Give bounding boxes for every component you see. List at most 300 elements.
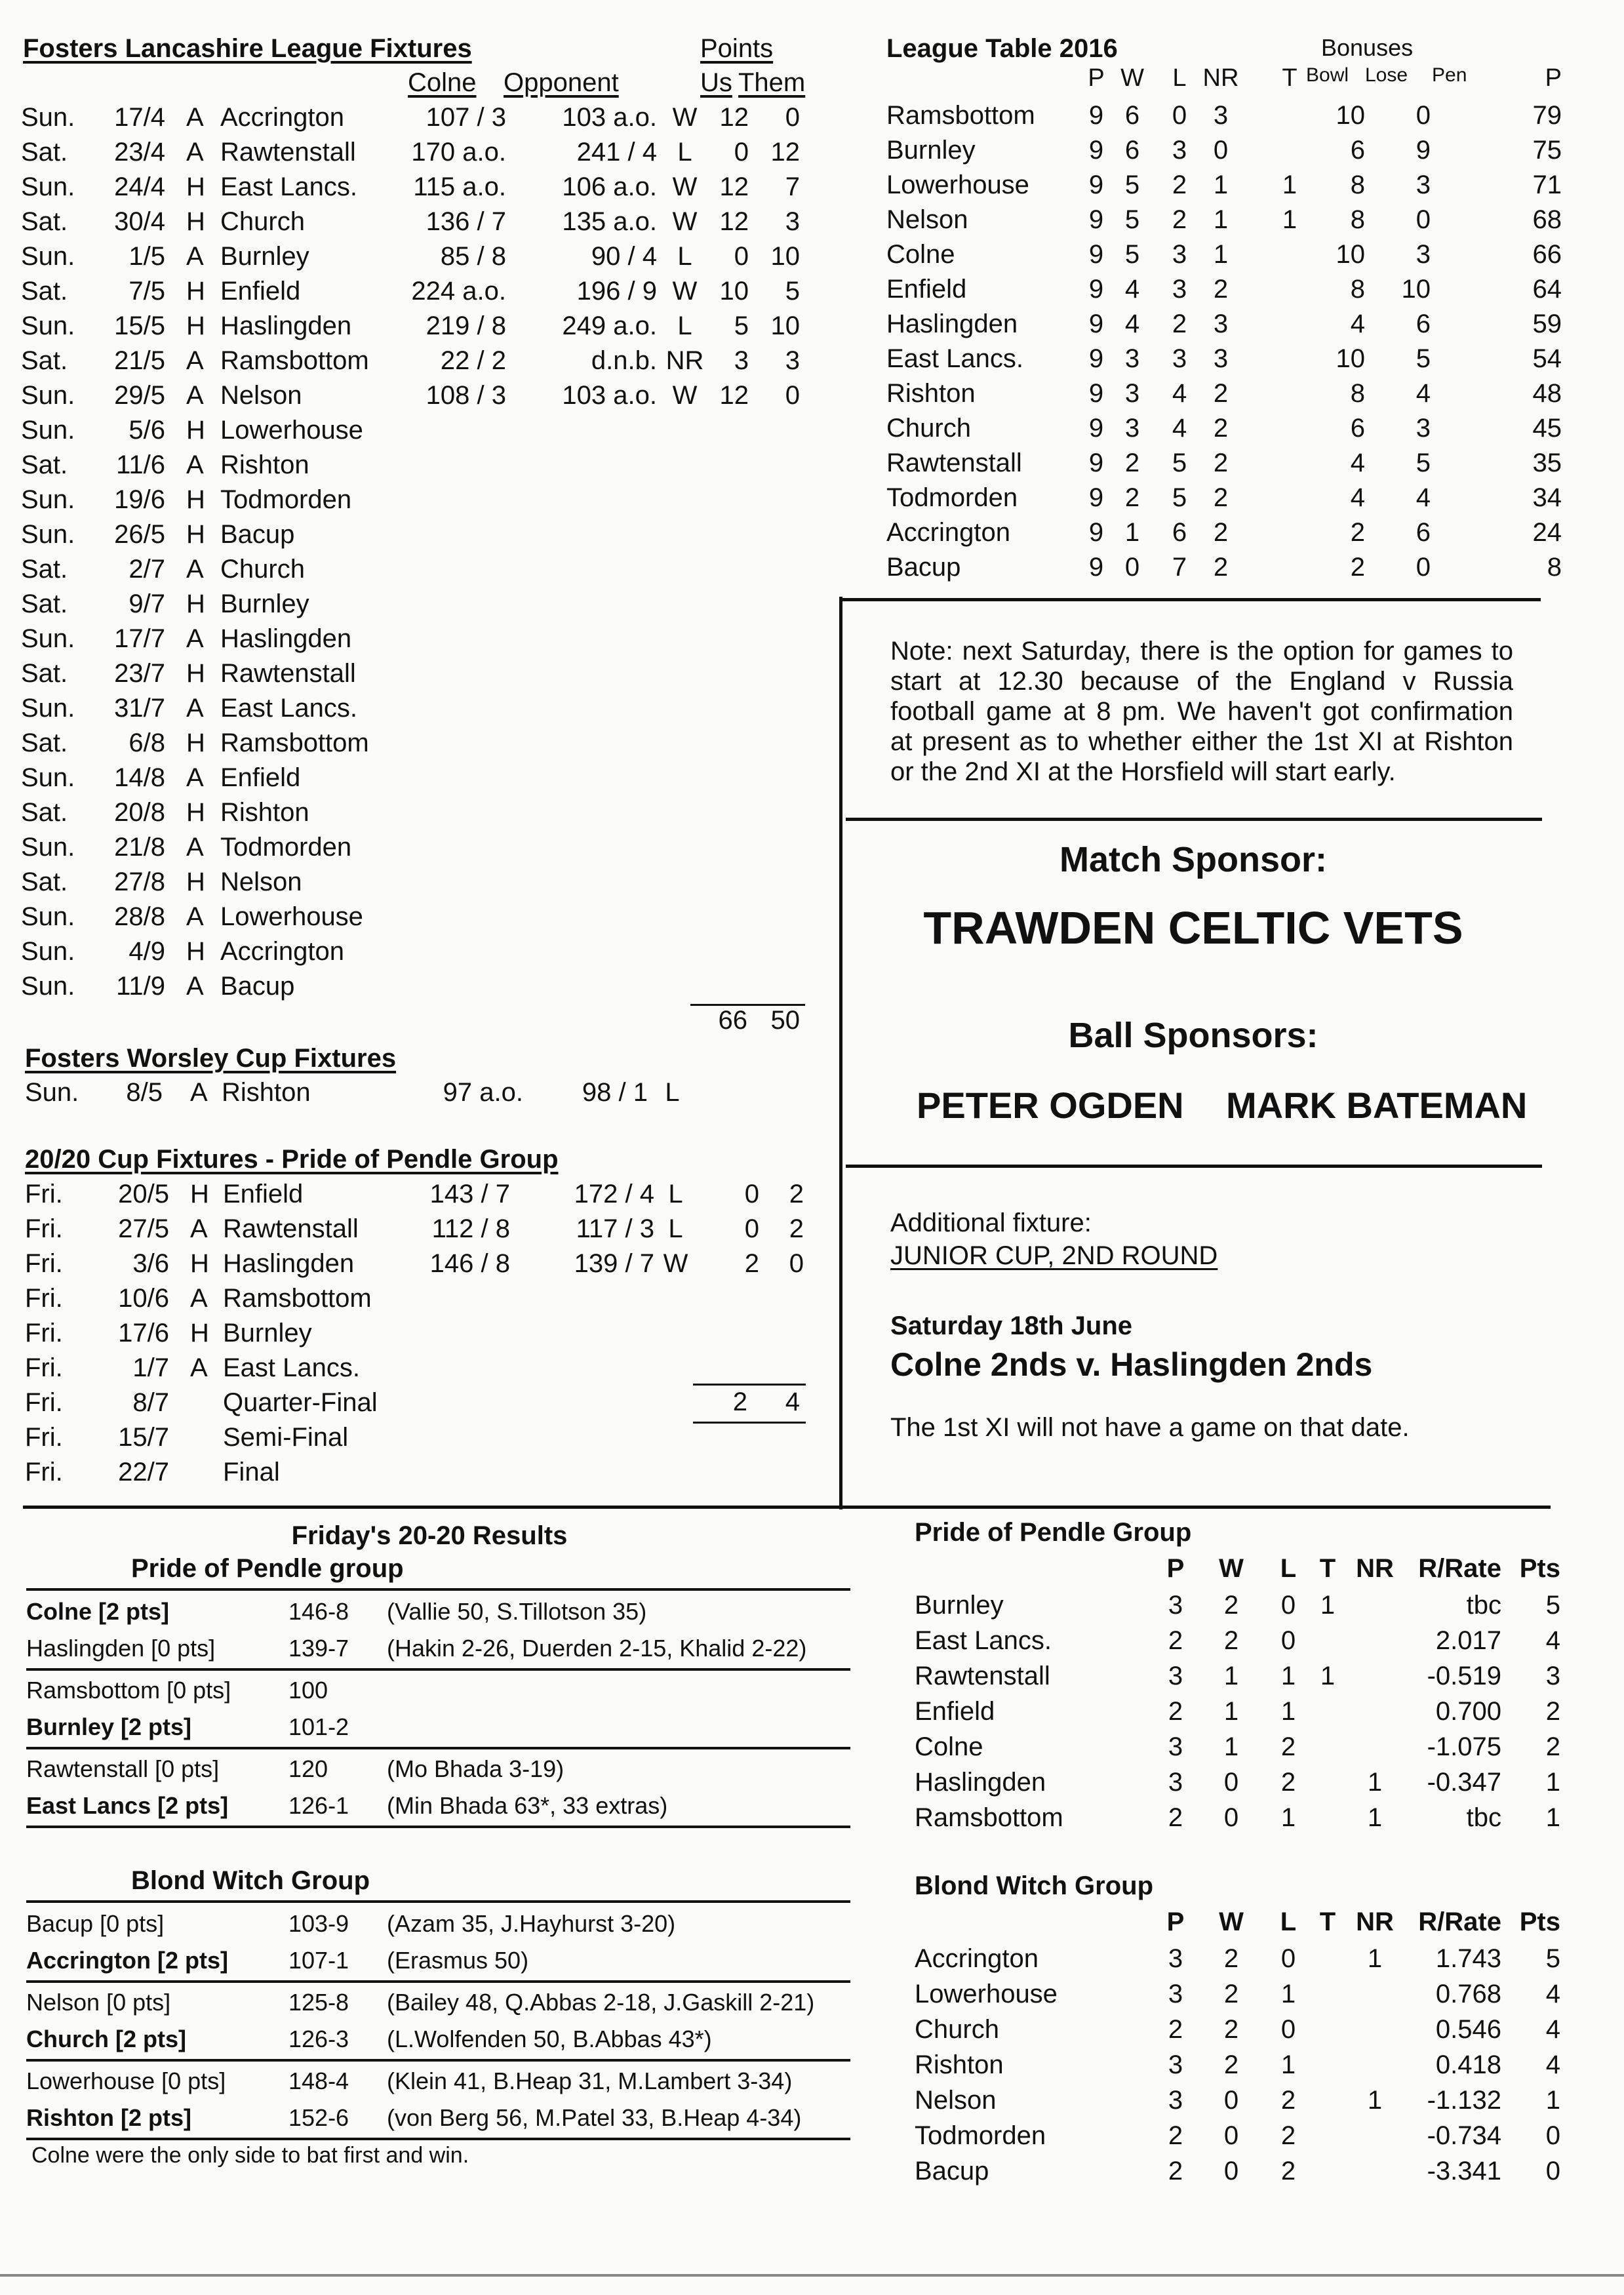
league-table-row	[886, 342, 1562, 376]
t20-fixture-row	[25, 1455, 825, 1490]
group-table-pts: 5	[1545, 1591, 1560, 1620]
fixture-team: Church	[220, 555, 305, 584]
league-table-p: 9	[1088, 309, 1104, 338]
league-table-team: Enfield	[886, 275, 967, 304]
fixture-date: 8/7	[132, 1388, 169, 1417]
fixture-opp-score: 106 a.o.	[562, 172, 657, 201]
league-table-pts: 45	[1532, 414, 1562, 443]
group-table-rr: 0.768	[1435, 1980, 1501, 2008]
group-table-col-p: P	[1166, 1907, 1185, 1936]
fixture-team: Rishton	[220, 450, 309, 479]
league-table-bowl: 10	[1336, 101, 1365, 130]
fixture-day: Sun.	[21, 937, 75, 966]
fixture-opp-score: 135 a.o.	[562, 207, 657, 236]
group-table-rr: -3.341	[1427, 2157, 1501, 2185]
league-table-nr: 3	[1213, 309, 1229, 338]
fixture-colne-score: 112 / 8	[431, 1214, 510, 1243]
fixture-date: 17/7	[114, 624, 165, 653]
league-table-pts: 48	[1532, 379, 1562, 408]
group-table-row	[915, 2083, 1570, 2117]
fixture-venue: H	[186, 659, 205, 688]
fixture-result: W	[672, 103, 698, 132]
fixture-row	[21, 969, 821, 1004]
result-match-rule	[26, 1826, 850, 1828]
group-table-p: 2	[1168, 1626, 1183, 1655]
fixture-date: 1/7	[132, 1353, 169, 1382]
league-table-team: Church	[886, 414, 971, 443]
league-table-bowl: 6	[1350, 414, 1365, 443]
fixture-venue: A	[186, 624, 204, 653]
fixture-colne-score: 219 / 8	[426, 311, 506, 340]
fixture-date: 21/5	[114, 346, 165, 375]
fixture-team: Ramsbottom	[220, 346, 369, 375]
fixture-date: 1/5	[129, 242, 165, 271]
additional-fixture-date: Saturday 18th June	[890, 1311, 1133, 1340]
fixture-date: 20/5	[118, 1180, 169, 1208]
t20-total-rule-bottom	[693, 1422, 806, 1424]
col-them-header: Them	[738, 68, 806, 97]
fixture-team: Burnley	[223, 1319, 312, 1347]
fixture-venue: H	[190, 1249, 209, 1278]
fixture-result: L	[668, 1180, 683, 1208]
league-table-col-w: W	[1120, 64, 1144, 92]
friday-results-groups	[26, 1554, 846, 2157]
league-table-col-pen: Pen	[1432, 64, 1467, 86]
league-table-l: 6	[1172, 518, 1187, 547]
fixture-venue: H	[186, 589, 205, 618]
result-score: 125-8	[288, 1989, 349, 2016]
fixture-team: Nelson	[220, 868, 302, 896]
fixture-day: Sun.	[25, 1078, 79, 1107]
group-table-rr: -0.347	[1427, 1768, 1501, 1797]
group-table-t: 1	[1320, 1591, 1336, 1620]
league-table-l: 3	[1172, 344, 1187, 373]
fixture-day: Fri.	[25, 1353, 63, 1382]
fixture-team: Burnley	[220, 589, 309, 618]
league-table-lose: 0	[1416, 101, 1431, 130]
fixture-venue: A	[186, 694, 204, 723]
fixture-points-them: 2	[789, 1180, 804, 1208]
fixture-colne-score: 108 / 3	[426, 381, 506, 410]
result-team: East Lancs [2 pts]	[26, 1792, 229, 1819]
league-table-lose: 5	[1416, 449, 1431, 477]
group-table-team: Church	[915, 2015, 999, 2044]
fixture-opp-score: 172 / 4	[574, 1180, 654, 1208]
league-table-pts: 68	[1532, 205, 1562, 234]
league-table-w: 1	[1124, 518, 1140, 547]
ball-sponsor-2: MARK BATEMAN	[1226, 1085, 1528, 1126]
league-table-team: Rishton	[886, 379, 976, 408]
result-row	[26, 2100, 850, 2136]
fixture-colne-score: 146 / 8	[429, 1249, 510, 1278]
league-table-row	[886, 515, 1562, 550]
group-table-pts: 4	[1545, 1980, 1560, 2008]
fixture-row	[21, 517, 821, 552]
group-table-p: 3	[1168, 1662, 1183, 1690]
group-table-p: 2	[1168, 1697, 1183, 1726]
league-table-w: 0	[1124, 553, 1140, 582]
fixture-points-them: 2	[789, 1214, 804, 1243]
fixture-venue: A	[186, 555, 204, 584]
league-table-team: Nelson	[886, 205, 968, 234]
result-score: 126-1	[288, 1792, 349, 1819]
league-table-lose: 3	[1416, 414, 1431, 443]
league-table-pts: 66	[1532, 240, 1562, 269]
fixture-day: Sat.	[21, 450, 68, 479]
league-table-team: Accrington	[886, 518, 1010, 547]
fixture-date: 27/8	[114, 868, 165, 896]
group-table-col-t: T	[1319, 1907, 1336, 1936]
t20-fixture-row	[25, 1212, 825, 1247]
fixture-points-them: 7	[785, 172, 800, 201]
fixture-day: Sat.	[21, 868, 68, 896]
group-table-rr: 1.743	[1435, 1944, 1501, 1973]
group-table-col-rr: R/Rate	[1418, 1554, 1501, 1583]
result-detail: (Hakin 2-26, Duerden 2-15, Khalid 2-22)	[387, 1635, 807, 1662]
league-table-w: 2	[1124, 483, 1140, 512]
points-header: Points	[700, 34, 774, 63]
league-table-w: 5	[1124, 170, 1140, 199]
result-team: Burnley [2 pts]	[26, 1713, 192, 1740]
group-table-nr: 1	[1367, 2086, 1383, 2115]
additional-fixture-competition: JUNIOR CUP, 2ND ROUND	[890, 1241, 1218, 1270]
fixture-venue: H	[186, 485, 205, 514]
league-total-us: 66	[718, 1006, 747, 1035]
group-table-rr: -1.075	[1427, 1732, 1501, 1761]
result-team: Rawtenstall [0 pts]	[26, 1755, 220, 1782]
fixture-team: Haslingden	[223, 1249, 355, 1278]
fixture-opp-score: 196 / 9	[576, 277, 657, 306]
league-table-w: 3	[1124, 379, 1140, 408]
fixture-date: 24/4	[114, 172, 165, 201]
fixture-date: 27/5	[118, 1214, 169, 1243]
result-row	[26, 1672, 850, 1709]
fixture-day: Sat.	[21, 798, 68, 827]
divider-right-sponsor	[846, 1165, 1542, 1168]
league-table-row	[886, 376, 1562, 411]
group-table-row	[915, 1694, 1570, 1728]
group-table-w: 1	[1223, 1697, 1239, 1726]
league-table-pts: 8	[1547, 553, 1562, 582]
league-table-p: 9	[1088, 101, 1104, 130]
results-group-rule	[26, 1588, 850, 1591]
league-table-bowl: 8	[1350, 275, 1365, 304]
fixture-venue: H	[186, 937, 205, 966]
fixture-day: Sun.	[21, 763, 75, 792]
group-table-p: 3	[1168, 1944, 1183, 1973]
group-table-l: 2	[1280, 2086, 1296, 2115]
group-table-w: 2	[1223, 2015, 1239, 2044]
fixture-points-them: 0	[785, 103, 800, 132]
group-table-col-pts: Pts	[1519, 1554, 1560, 1583]
t20-fixture-row	[25, 1351, 825, 1386]
fixture-row	[21, 378, 821, 413]
group-table-col-w: W	[1219, 1554, 1244, 1583]
league-table-body	[886, 98, 1562, 587]
fixture-team: Enfield	[220, 277, 301, 306]
league-table-w: 4	[1124, 309, 1140, 338]
t20-fixture-row	[25, 1247, 825, 1281]
league-table-bowl: 2	[1350, 553, 1365, 582]
fixture-team: Rishton	[222, 1078, 311, 1107]
fixture-row	[21, 830, 821, 865]
result-detail: (Azam 35, J.Hayhurst 3-20)	[387, 1910, 676, 1937]
league-table-bowl: 4	[1350, 449, 1365, 477]
note-text	[890, 636, 1513, 787]
fixture-row	[21, 170, 821, 205]
fixture-date: 10/6	[118, 1284, 169, 1313]
fixture-team: Todmorden	[220, 833, 352, 862]
league-table-w: 3	[1124, 414, 1140, 443]
fixture-team: Nelson	[220, 381, 302, 410]
fixture-result: W	[672, 172, 698, 201]
result-row	[26, 1630, 850, 1667]
league-table-w: 3	[1124, 344, 1140, 373]
note-line: at present as to whether either the 1st XI at Rishton	[890, 727, 1513, 756]
league-table-lose: 4	[1416, 483, 1431, 512]
group-table-l: 0	[1280, 1626, 1296, 1655]
ball-sponsors-label: Ball Sponsors:	[1068, 1016, 1318, 1055]
fixture-venue: A	[186, 972, 204, 1001]
fixture-venue: A	[190, 1078, 208, 1107]
fixture-points-us: 12	[719, 103, 749, 132]
group-table-l: 1	[1280, 1697, 1296, 1726]
group-table-w: 0	[1223, 2086, 1239, 2115]
fixture-row	[21, 552, 821, 587]
result-row	[26, 1906, 850, 1942]
fixture-day: Fri.	[25, 1319, 63, 1347]
group-table-w: 0	[1223, 2121, 1239, 2150]
group-table-row	[915, 2047, 1570, 2082]
fixture-team: Bacup	[220, 972, 295, 1001]
result-match-rule	[26, 2059, 850, 2062]
result-detail: (Mo Bhada 3-19)	[387, 1755, 564, 1782]
fixture-venue: H	[186, 277, 205, 306]
fixture-points-them: 0	[785, 381, 800, 410]
group-table-row	[915, 1941, 1570, 1976]
group-table-row	[915, 1976, 1570, 2011]
fixture-date: 11/6	[116, 450, 165, 479]
fixture-date: 29/5	[114, 381, 165, 410]
fixture-date: 11/9	[116, 972, 165, 1001]
fixture-colne-score: 136 / 7	[426, 207, 506, 236]
fixture-row	[21, 274, 821, 309]
league-table-l: 2	[1172, 170, 1187, 199]
league-table-nr: 2	[1213, 518, 1229, 547]
fixture-team: Enfield	[220, 763, 301, 792]
league-table-pts: 79	[1532, 101, 1562, 130]
group-table-team: Burnley	[915, 1591, 1004, 1620]
league-table-l: 3	[1172, 275, 1187, 304]
group-table-row	[915, 1658, 1570, 1693]
fixture-date: 15/7	[118, 1423, 169, 1452]
result-detail: (Erasmus 50)	[387, 1947, 529, 1974]
fixture-colne-score: 170 a.o.	[411, 138, 506, 167]
league-table-t: 1	[1282, 205, 1297, 234]
result-team: Church [2 pts]	[26, 2026, 187, 2052]
friday-results-title: Friday's 20-20 Results	[291, 1521, 568, 1550]
fixture-day: Sat.	[21, 346, 68, 375]
league-table-pts: 24	[1532, 518, 1562, 547]
group-table-p: 3	[1168, 1732, 1183, 1761]
league-table-l: 4	[1172, 414, 1187, 443]
fixture-venue: A	[186, 381, 204, 410]
fixture-venue: H	[186, 728, 205, 757]
group-table-col-l: L	[1280, 1907, 1297, 1936]
group-table-w: 2	[1223, 1626, 1239, 1655]
league-table-row	[886, 203, 1562, 237]
league-table-row	[886, 272, 1562, 307]
fixture-points-us: 2	[744, 1249, 759, 1278]
result-row	[26, 2063, 850, 2100]
league-table-l: 3	[1172, 136, 1187, 165]
fixture-row	[21, 135, 821, 170]
league-table-row	[886, 481, 1562, 515]
result-row	[26, 1709, 850, 1746]
league-table-bowl: 8	[1350, 170, 1365, 199]
fixture-day: Sat.	[21, 728, 68, 757]
league-table-nr: 3	[1213, 344, 1229, 373]
fixture-colne-score: 22 / 2	[440, 346, 506, 375]
fixture-date: 15/5	[114, 311, 165, 340]
league-table-nr: 1	[1213, 240, 1229, 269]
group-table-row	[915, 2012, 1570, 2046]
league-table-team: Haslingden	[886, 309, 1018, 338]
league-table-pts: 71	[1532, 170, 1562, 199]
fixture-team: Accrington	[220, 937, 344, 966]
group-table-team: Bacup	[915, 2157, 989, 2185]
fixture-venue: A	[186, 138, 204, 167]
t20-fixture-row	[25, 1281, 825, 1316]
league-table-w: 5	[1124, 205, 1140, 234]
group-table-p: 2	[1168, 2121, 1183, 2150]
fixture-date: 8/5	[126, 1078, 163, 1107]
group-table-pts: 5	[1545, 1944, 1560, 1973]
t20-total-us: 2	[732, 1387, 747, 1416]
t20-fixture-row	[25, 1316, 825, 1351]
group-table-p: 3	[1168, 2050, 1183, 2079]
group-table-w: 0	[1223, 1768, 1239, 1797]
fixture-venue: H	[186, 868, 205, 896]
group-table-col-t: T	[1319, 1554, 1336, 1583]
league-table-bowl: 4	[1350, 483, 1365, 512]
league-table-l: 5	[1172, 449, 1187, 477]
fixture-venue: A	[186, 346, 204, 375]
fixture-date: 2/7	[129, 555, 165, 584]
fixture-venue: H	[186, 520, 205, 549]
friday-results-footnote: Colne were the only side to bat first and win.	[31, 2143, 469, 2168]
fixture-opp-score: 117 / 3	[576, 1214, 654, 1243]
group-table-w: 0	[1223, 1803, 1239, 1832]
league-table-nr: 2	[1213, 449, 1229, 477]
league-table-team: Burnley	[886, 136, 976, 165]
additional-fixture-match: Colne 2nds v. Haslingden 2nds	[890, 1346, 1373, 1383]
fixture-result: W	[663, 1249, 688, 1278]
result-score: 139-7	[288, 1635, 349, 1662]
group-table-l: 2	[1280, 1732, 1296, 1761]
fixture-row	[21, 309, 821, 344]
fixture-row	[21, 900, 821, 934]
fixture-colne-score: 143 / 7	[429, 1180, 510, 1208]
group-table-l: 1	[1280, 1980, 1296, 2008]
league-table-bowl: 4	[1350, 309, 1365, 338]
league-table-team: Ramsbottom	[886, 101, 1035, 130]
worsley-cup-list	[25, 1075, 825, 1110]
fixture-venue: A	[186, 902, 204, 931]
group-table-l: 2	[1280, 1768, 1296, 1797]
result-team: Haslingden [0 pts]	[26, 1635, 216, 1662]
fixture-team: Semi-Final	[223, 1423, 349, 1452]
group-table-p: 3	[1168, 2086, 1183, 2115]
league-table-pts: 35	[1532, 449, 1562, 477]
league-table-header	[886, 64, 1562, 97]
fixture-team: Rawtenstall	[220, 138, 356, 167]
note-line: football game at 8 pm. We haven't got confirmation	[890, 697, 1513, 726]
fixture-date: 30/4	[114, 207, 165, 236]
fixture-opp-score: 103 a.o.	[562, 381, 657, 410]
fixture-day: Sun.	[21, 103, 75, 132]
league-table-p: 9	[1088, 553, 1104, 582]
note-line: or the 2nd XI at the Horsfield will start early.	[890, 757, 1396, 786]
note-line: Note: next Saturday, there is the option for games to	[890, 637, 1513, 666]
fixture-date: 23/7	[114, 659, 165, 688]
fixture-date: 14/8	[114, 763, 165, 792]
fixture-colne-score: 224 a.o.	[411, 277, 506, 306]
fixture-row	[21, 483, 821, 517]
result-detail: (Vallie 50, S.Tillotson 35)	[387, 1598, 647, 1625]
league-table-col-nr: NR	[1202, 64, 1239, 92]
fixture-venue: A	[186, 242, 204, 271]
fixture-opp-score: 249 a.o.	[562, 311, 657, 340]
group-table-col-rr: R/Rate	[1418, 1907, 1501, 1936]
league-table-p: 9	[1088, 449, 1104, 477]
fixture-points-us: 0	[734, 138, 749, 167]
fixture-result: L	[677, 242, 692, 271]
fixture-date: 20/8	[114, 798, 165, 827]
group-table-pts: 0	[1545, 2157, 1560, 2185]
group-table-rr: tbc	[1466, 1591, 1501, 1620]
result-match-rule	[26, 1668, 850, 1671]
col-us-header: Us	[700, 68, 732, 97]
result-team: Rishton [2 pts]	[26, 2104, 191, 2131]
fixture-date: 17/6	[118, 1319, 169, 1347]
fixture-colne-score: 97 a.o.	[443, 1078, 523, 1107]
league-table-nr: 2	[1213, 414, 1229, 443]
league-table-row	[886, 446, 1562, 481]
fixture-venue: H	[186, 207, 205, 236]
fixture-day: Sun.	[21, 833, 75, 862]
league-table-w: 6	[1124, 136, 1140, 165]
group-table-header	[915, 1906, 1570, 1940]
fixture-venue: A	[186, 833, 204, 862]
group-table-pts: 2	[1545, 1697, 1560, 1726]
result-score: 100	[288, 1677, 328, 1704]
fixture-result: L	[668, 1214, 683, 1243]
fixture-team: Lowerhouse	[220, 416, 363, 445]
fixture-venue: A	[190, 1353, 208, 1382]
group-table-rr: 0.700	[1435, 1697, 1501, 1726]
group-table-l: 1	[1280, 1662, 1296, 1690]
additional-fixture-label: Additional fixture:	[890, 1208, 1092, 1237]
result-score: 152-6	[288, 2104, 349, 2131]
result-team: Colne [2 pts]	[26, 1598, 170, 1625]
league-table-nr: 2	[1213, 275, 1229, 304]
fixture-team: Ramsbottom	[223, 1284, 372, 1313]
group-table-team: Colne	[915, 1732, 983, 1761]
fixture-result: W	[672, 381, 698, 410]
fixture-points-us: 3	[734, 346, 749, 375]
fixture-day: Sun.	[21, 172, 75, 201]
